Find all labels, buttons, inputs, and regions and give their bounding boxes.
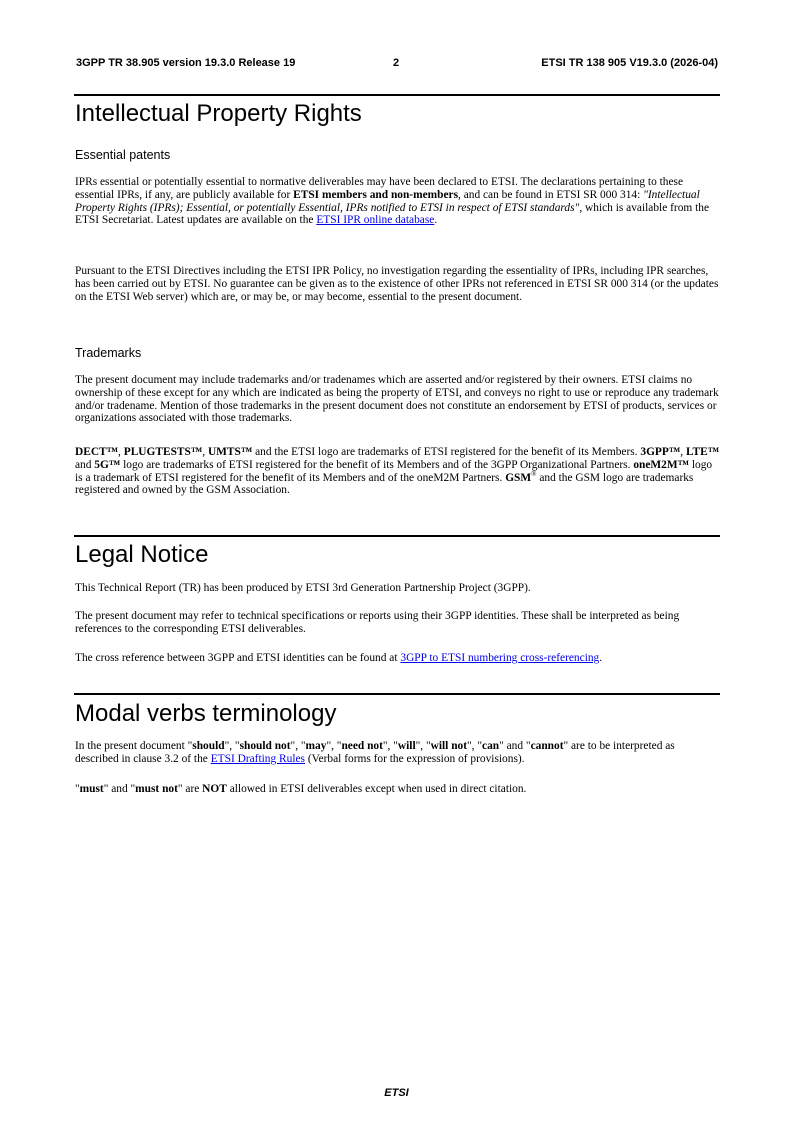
legal-paragraph-3: The cross reference between 3GPP and ETSI identities can be found at 3GPP to ETSI numbering cross-referencing. (75, 652, 603, 664)
header-page-number: 2 (393, 57, 400, 69)
etsi-drafting-rules-link[interactable]: ETSI Drafting Rules (210, 752, 305, 765)
section-rule (74, 94, 720, 96)
3gpp-etsi-cross-reference-link[interactable]: 3GPP to ETSI numbering cross-referencing (400, 652, 600, 664)
trademarks-paragraph-2: DECT™, PLUGTESTS™, UMTS™ and the ETSI logo are trademarks of ETSI registered for the benefit of its Members. 3GPP™, LTE™ and 5G™ logo are trademarks of ETSI registered for the benefit of its Members and of the 3GPP Organizational Partners. oneM2M™ logo is a trademark of ETSI registered for the benefit of its Members and of the oneM2M Partners. GSM® and the GSM logo are trademarks registered and owned by the GSM Association. (75, 446, 720, 497)
modal-verbs-paragraph-1: In the present document "should", "should not", "may", "need not", "will", "will not", "can" and "cannot" are to be interpreted as described in clause 3.2 of the ETSI Drafting Rules (Verbal forms for the expression of provisions). (75, 740, 675, 765)
legal-notice-title: Legal Notice (75, 541, 209, 568)
legal-paragraph-2: The present document may refer to technical specifications or reports using their 3GPP identities. These shall be interpreted as being references to the corresponding ETSI deliverables. (75, 610, 680, 635)
legal-paragraph-1: This Technical Report (TR) has been produced by ETSI 3rd Generation Partnership Project (3GPP). (75, 582, 531, 594)
trademarks-paragraph-1: The present document may include trademarks and/or tradenames which are asserted and/or registered by their owners. ETSI claims no ownership of these except for any which are indicated as being the property of ETSI, and conveys no right to use or reproduce any trademark and/or tradename. Mention of those trademarks in the present document does not constitute an endorsement by ETSI of products, services or organizations associated with those trademarks. (75, 374, 719, 425)
essential-patents-paragraph-1: IPRs essential or potentially essential to normative deliverables may have been declared to ETSI. The declarations pertaining to these essential IPRs, if any, are publicly available for ETSI members and non-members, and can be found in ETSI SR 000 314: "Intellectual Property Rights (IPRs); Essential, or potentially Essential, IPRs notified to ETSI in respect of ETSI standards", which is available from the ETSI Secretariat. Latest updates are available on the ETSI IPR online database. (75, 176, 710, 227)
modal-verbs-title: Modal verbs terminology (75, 700, 337, 727)
section-rule (74, 693, 720, 695)
essential-patents-heading: Essential patents (75, 148, 171, 162)
modal-verbs-paragraph-2: "must" and "must not" are NOT allowed in ETSI deliverables except when used in direct citation. (75, 783, 527, 795)
essential-patents-paragraph-2: Pursuant to the ETSI Directives including the ETSI IPR Policy, no investigation regarding the essentiality of IPRs, including IPR searches, has been carried out by ETSI. No guarantee can be given as to the existence of other IPRs not referenced in ETSI SR 000 314 (or the updates on the ETSI Web server) which are, or may be, or may become, essential to the present document. (75, 265, 719, 303)
header-etsi-reference: ETSI TR 138 905 V19.3.0 (2026-04) (541, 57, 718, 69)
header-document-id: 3GPP TR 38.905 version 19.3.0 Release 19 (76, 57, 296, 69)
footer-etsi: ETSI (384, 1087, 409, 1099)
ipr-title: Intellectual Property Rights (75, 100, 362, 127)
section-rule (74, 535, 720, 537)
etsi-ipr-database-link[interactable]: ETSI IPR online database (316, 214, 435, 227)
trademarks-heading: Trademarks (75, 346, 142, 360)
